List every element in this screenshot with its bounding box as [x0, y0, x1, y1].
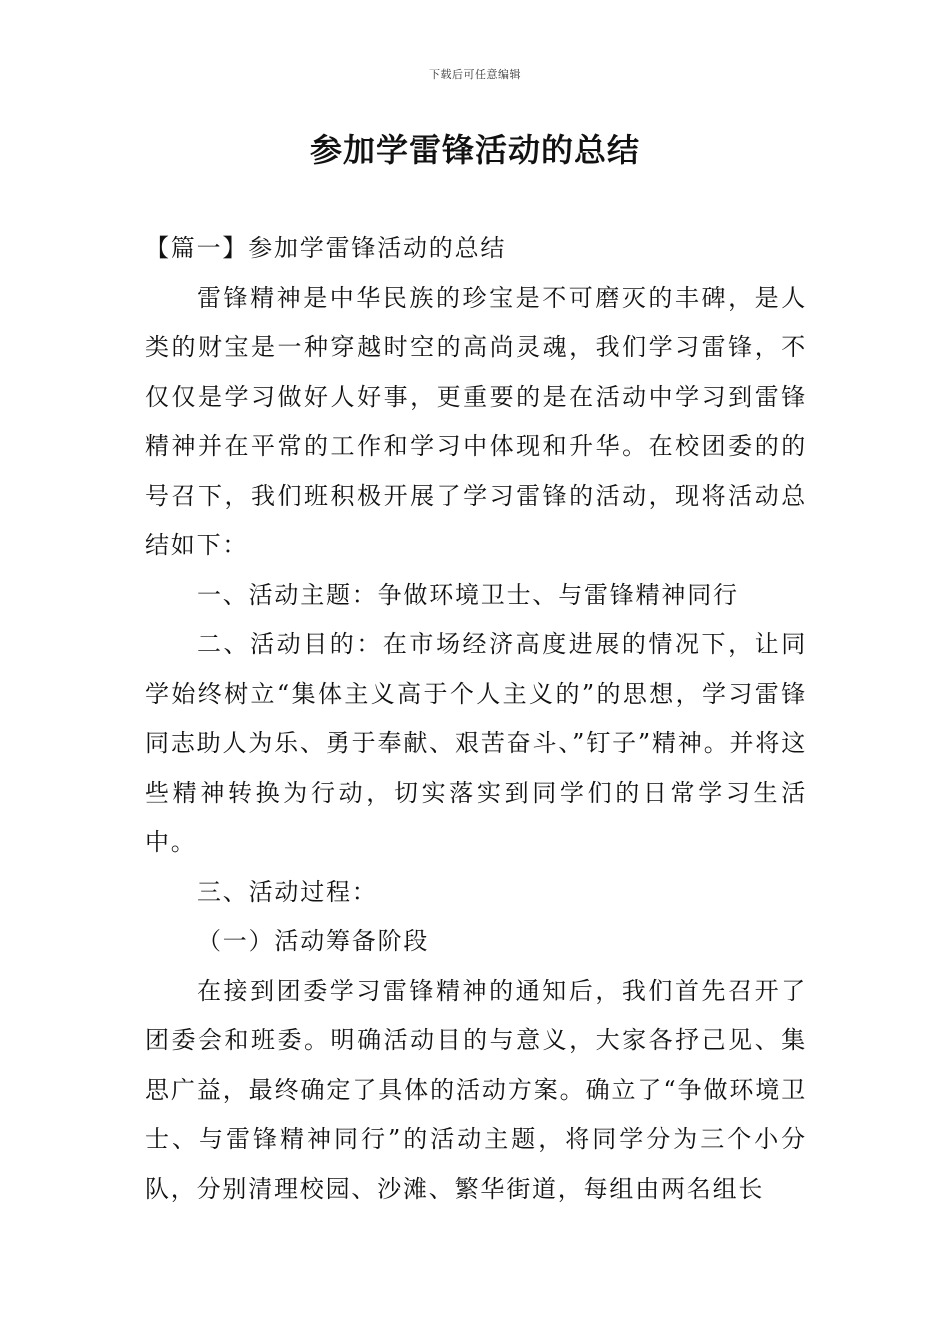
preparation-stage-heading: （一）活动筹备阶段	[197, 927, 430, 955]
section-heading: 【篇一】参加学雷锋活动的总结	[145, 234, 507, 262]
intro-paragraph: 雷锋精神是中华民族的珍宝是不可磨灭的丰碑，是人类的财宝是一种穿越时空的高尚灵魂，我们学习雷锋，不仅仅是学习做好人好事，更重要的是在活动中学习到雷锋精神并在平常的工作和学习中体现和升华。在校团委的的号召下，我们班积极开展了学习雷锋的活动，现将活动总结如下：	[145, 283, 807, 559]
activity-purpose: 二、活动目的：在市场经济高度进展的情况下，让同学始终树立“集体主义高于个人主义的”的思想，学习雷锋同志助人为乐、勇于奉献、艰苦奋斗、”钉子”精神。并将这些精神转换为行动，切实落实到同学们的日常学习生活中。	[145, 630, 807, 856]
header-note: 下载后可任意编辑	[429, 68, 521, 81]
activity-theme: 一、活动主题：争做环境卫士、与雷锋精神同行	[197, 580, 739, 609]
preparation-stage-paragraph: 在接到团委学习雷锋精神的通知后，我们首先召开了团委会和班委。明确活动目的与意义，大家各抒己见、集思广益，最终确定了具体的活动方案。确立了“争做环境卫士、与雷锋精神同行”的活动主题，将同学分为三个小分队，分别清理校园、沙滩、繁华街道，每组由两名组长	[145, 976, 807, 1203]
document-title: 参加学雷锋活动的总结	[309, 131, 640, 169]
activity-process-heading: 三、活动过程：	[197, 877, 378, 906]
document-body	[145, 224, 807, 1214]
